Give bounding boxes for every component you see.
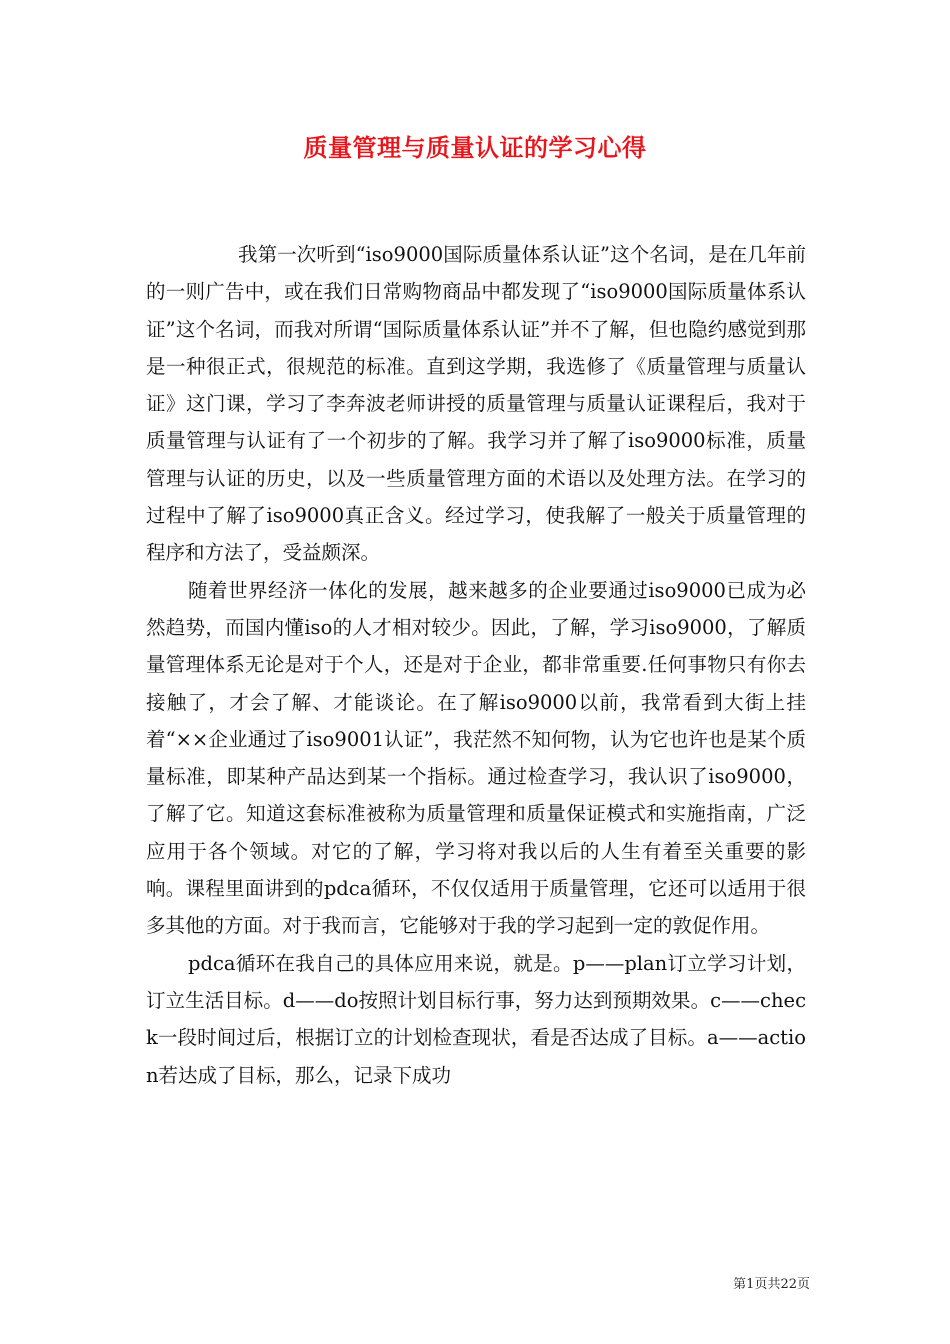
document-body <box>146 236 806 1094</box>
document-title: 质量管理与质量认证的学习心得 <box>303 134 647 162</box>
paragraph-2: 随着世界经济一体化的发展，越来越多的企业要通过iso9000已成为必然趋势，而国内懂iso的人才相对较少。因此，了解，学习iso9000，了解质量管理体系无论是对于个人，还是对于企业，都非常重要.任何事物只有你去接触了，才会了解、才能谈论。在了解iso9000以前，我常看到大街上挂着“××企业通过了iso9001认证”，我茫然不知何物，认为它也许也是某个质量标准，即某种产品达到某一个指标。通过检查学习，我认识了iso9000，了解了它。知道这套标准被称为质量管理和质量保证模式和实施指南，广泛应用于各个领域。对它的了解，学习将对我以后的人生有着至关重要的影响。课程里面讲到的pdca循环，不仅仅适用于质量管理，它还可以适用于很多其他的方面。对于我而言，它能够对于我的学习起到一定的敦促作用。 <box>146 578 806 938</box>
paragraph-1: 我第一次听到“iso9000国际质量体系认证”这个名词，是在几年前的一则广告中，或在我们日常购物商品中都发现了“iso9000国际质量体系认证”这个名词，而我对所谓“国际质量体系认证”并不了解，但也隐约感觉到那是一种很正式，很规范的标准。直到这学期，我选修了《质量管理与质量认证》这门课，学习了李奔波老师讲授的质量管理与质量认证课程后，我对于质量管理与认证有了一个初步的了解。我学习并了解了iso9000标准，质量管理与认证的历史，以及一些质量管理方面的术语以及处理方法。在学习的过程中了解了iso9000真正含义。经过学习，使我解了一般关于质量管理的程序和方法了，受益颇深。 <box>146 243 806 565</box>
page-number: 第1页共22页 <box>733 1277 810 1292</box>
paragraph-3: pdca循环在我自己的具体应用来说，就是。p——plan订立学习计划，订立生活目标。d——do按照计划目标行事，努力达到预期效果。c——check一段时间过后，根据订立的计划检查现状，看是否达成了目标。a——action若达成了目标，那么，记录下成功 <box>146 951 806 1087</box>
